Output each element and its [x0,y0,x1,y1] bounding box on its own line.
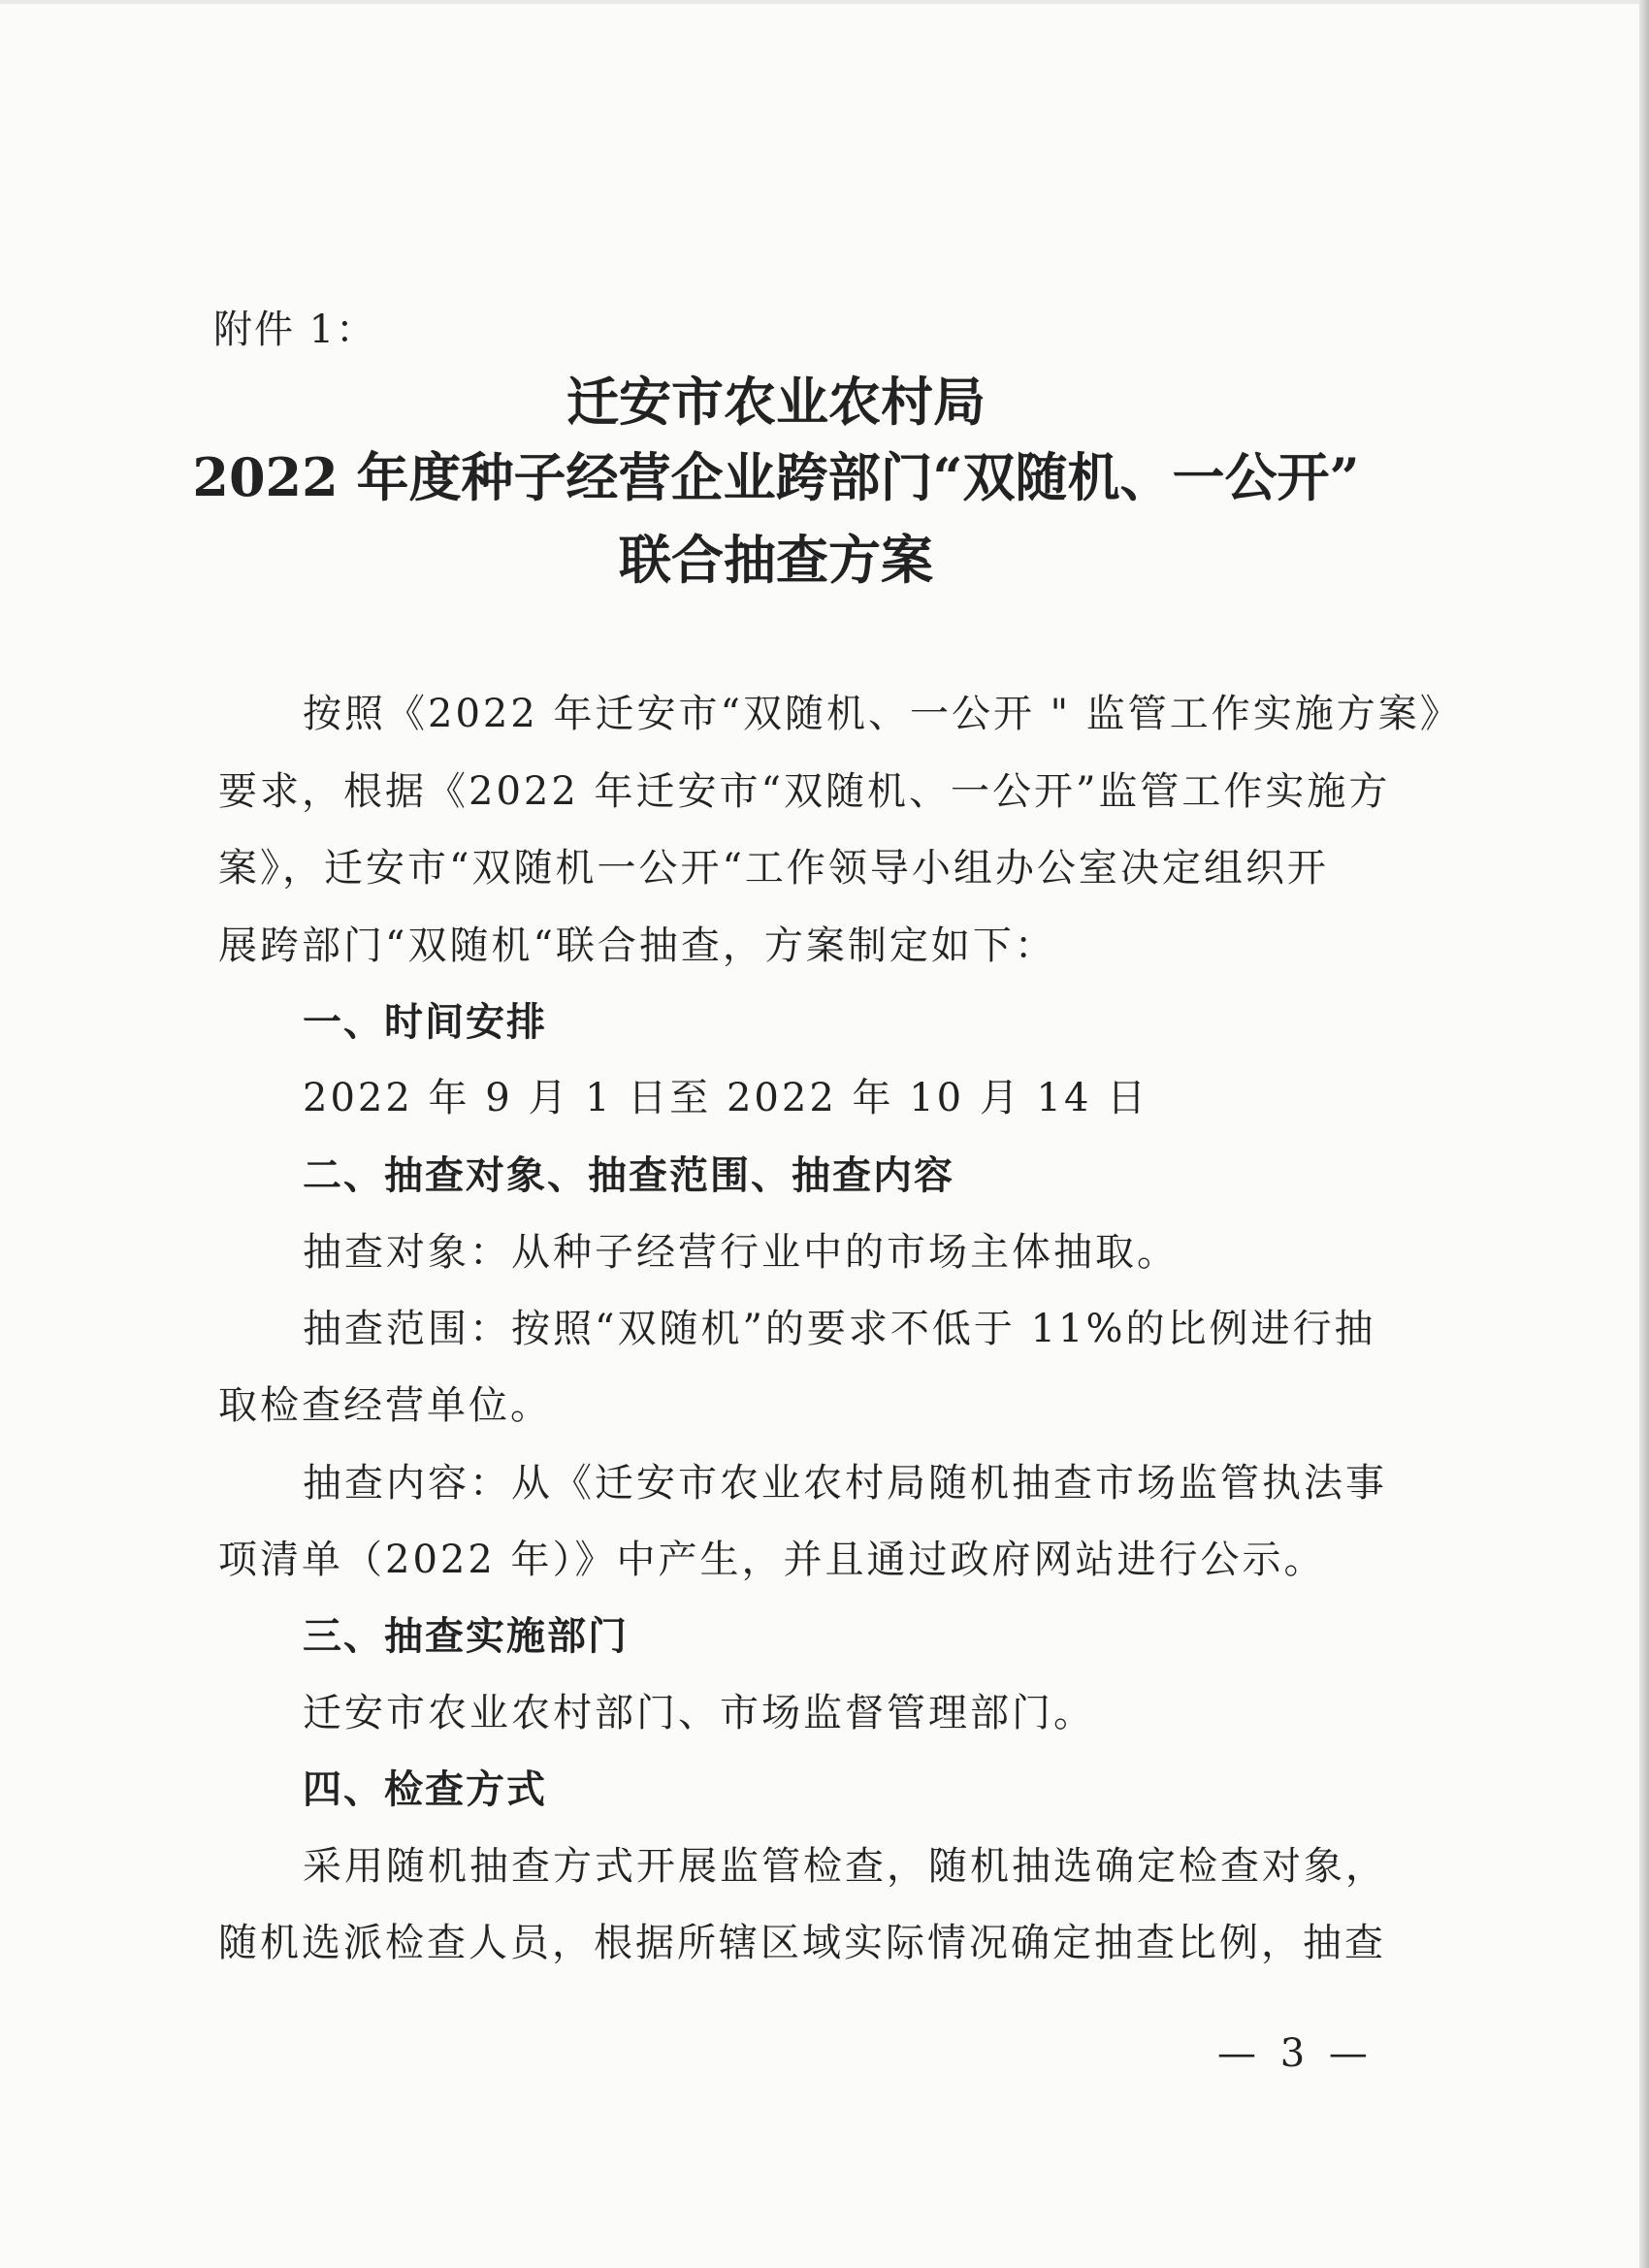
section-1-heading: 一、时间安排 [303,1000,547,1045]
section-2-heading: 二、抽查对象、抽查范围、抽查内容 [303,1153,954,1198]
title-line-3: 联合抽查方案 [619,529,933,591]
section-2-content-line-2: 项清单（2022 年）》中产生，并且通过政府网站进行公示。 [218,1538,1326,1582]
scan-right-edge [1639,0,1649,2268]
section-3-heading: 三、抽查实施部门 [303,1614,629,1659]
section-4-line-2: 随机选派检查人员，根据所辖区域实际情况确定抽查比例，抽查 [218,1921,1386,1965]
section-2-range-line-1: 抽查范围：按照“双随机”的要求不低于 11%的比例进行抽 [303,1307,1376,1351]
section-2-object: 抽查对象：从种子经营行业中的市场主体抽取。 [303,1230,1179,1275]
section-2-range-line-2: 取检查经营单位。 [218,1383,552,1428]
attachment-label: 附件 1： [213,308,377,352]
intro-line-1: 按照《2022 年迁安市“双随机、一公开 " 监管工作实施方案》 [303,692,1462,736]
scan-top-edge [0,0,1649,4]
page-number: — 3 — [1217,2031,1374,2076]
section-4-line-1: 采用随机抽查方式开展监管检查，随机抽选确定检查对象， [303,1844,1387,1889]
intro-line-2: 要求，根据《2022 年迁安市“双随机、一公开”监管工作实施方 [218,769,1391,814]
section-1-text: 2022 年 9 月 1 日至 2022 年 10 月 14 日 [303,1076,1149,1120]
section-4-heading: 四、检查方式 [303,1767,547,1812]
title-line-1: 迁安市农业农村局 [566,371,986,433]
title-line-2: 2022 年度种子经营企业跨部门“双随机、一公开” [192,446,1360,508]
section-3-text: 迁安市农业农村部门、市场监督管理部门。 [303,1691,1095,1735]
section-2-content-line-1: 抽查内容：从《迁安市农业农村局随机抽查市场监管执法事 [303,1461,1387,1506]
intro-line-4: 展跨部门“双随机“联合抽查，方案制定如下： [218,923,1056,968]
intro-line-3: 案》，迁安市“双随机一公开“工作领导小组办公室决定组织开 [218,846,1329,891]
